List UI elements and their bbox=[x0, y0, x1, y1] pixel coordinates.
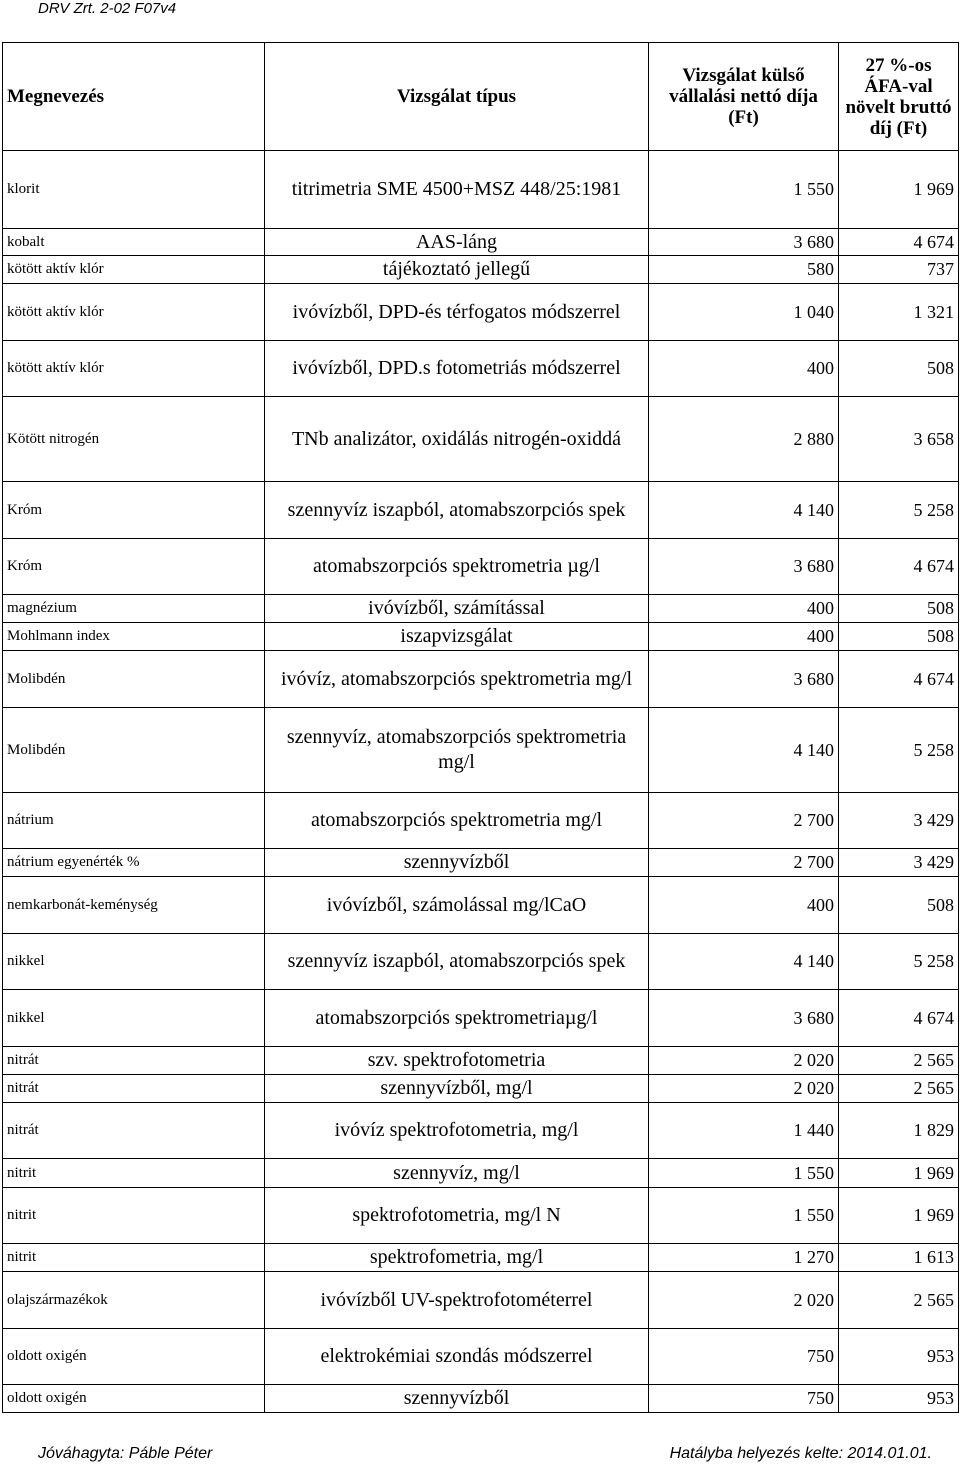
row-gross-fee: 2 565 bbox=[839, 1075, 959, 1103]
row-name: olajszármazékok bbox=[3, 1272, 265, 1329]
row-test-type: ivóvízből, DPD-és térfogatos módszerrel bbox=[265, 284, 649, 341]
row-test-type: spektrofotometria, mg/l N bbox=[265, 1188, 649, 1244]
row-test-type: szv. spektrofotometria bbox=[265, 1047, 649, 1075]
row-gross-fee: 1 613 bbox=[839, 1244, 959, 1272]
row-test-type: szennyvíz iszapból, atomabszorpciós spek bbox=[265, 934, 649, 990]
row-net-fee: 3 680 bbox=[649, 539, 839, 595]
table-row bbox=[3, 849, 959, 877]
table-row bbox=[3, 595, 959, 623]
row-net-fee: 400 bbox=[649, 341, 839, 397]
table-row bbox=[3, 1103, 959, 1159]
table-row bbox=[3, 990, 959, 1047]
row-net-fee: 2 020 bbox=[649, 1047, 839, 1075]
row-name: oldott oxigén bbox=[3, 1329, 265, 1385]
table-row bbox=[3, 341, 959, 397]
row-test-type: atomabszorpciós spektrometria µg/l bbox=[265, 539, 649, 595]
row-net-fee: 400 bbox=[649, 877, 839, 934]
header-net-fee: Vizsgálat külső vállalási nettó díja (Ft) bbox=[649, 43, 839, 151]
table-row bbox=[3, 284, 959, 341]
row-name: nikkel bbox=[3, 990, 265, 1047]
table-row bbox=[3, 1272, 959, 1329]
row-gross-fee: 737 bbox=[839, 256, 959, 284]
table-row bbox=[3, 1244, 959, 1272]
row-net-fee: 580 bbox=[649, 256, 839, 284]
table-row bbox=[3, 1329, 959, 1385]
row-name: kötött aktív klór bbox=[3, 256, 265, 284]
row-net-fee: 1 550 bbox=[649, 1159, 839, 1188]
row-net-fee: 750 bbox=[649, 1385, 839, 1413]
row-test-type: tájékoztató jellegű bbox=[265, 256, 649, 284]
table-row bbox=[3, 151, 959, 229]
row-net-fee: 4 140 bbox=[649, 482, 839, 539]
row-net-fee: 1 270 bbox=[649, 1244, 839, 1272]
row-name: Mohlmann index bbox=[3, 623, 265, 651]
row-net-fee: 1 040 bbox=[649, 284, 839, 341]
price-table bbox=[2, 42, 959, 1413]
row-name: nátrium egyenérték % bbox=[3, 849, 265, 877]
row-gross-fee: 5 258 bbox=[839, 708, 959, 793]
row-net-fee: 1 440 bbox=[649, 1103, 839, 1159]
row-test-type: iszapvizsgálat bbox=[265, 623, 649, 651]
table-row bbox=[3, 1075, 959, 1103]
row-name: Molibdén bbox=[3, 708, 265, 793]
row-net-fee: 400 bbox=[649, 623, 839, 651]
row-test-type: ivóvíz, atomabszorpciós spektrometria mg/l bbox=[265, 651, 649, 708]
row-net-fee: 2 700 bbox=[649, 849, 839, 877]
row-gross-fee: 1 969 bbox=[839, 1188, 959, 1244]
row-gross-fee: 3 429 bbox=[839, 793, 959, 849]
table-row bbox=[3, 1385, 959, 1413]
row-name: nemkarbonát-keménység bbox=[3, 877, 265, 934]
row-gross-fee: 508 bbox=[839, 623, 959, 651]
row-name: nitrit bbox=[3, 1188, 265, 1244]
row-gross-fee: 1 969 bbox=[839, 1159, 959, 1188]
table-row bbox=[3, 651, 959, 708]
row-gross-fee: 1 829 bbox=[839, 1103, 959, 1159]
row-test-type: ivóvíz spektrofotometria, mg/l bbox=[265, 1103, 649, 1159]
row-name: nitrit bbox=[3, 1244, 265, 1272]
row-gross-fee: 953 bbox=[839, 1385, 959, 1413]
table-row bbox=[3, 1188, 959, 1244]
row-test-type: atomabszorpciós spektrometriaµg/l bbox=[265, 990, 649, 1047]
table-row bbox=[3, 539, 959, 595]
row-gross-fee: 4 674 bbox=[839, 539, 959, 595]
row-gross-fee: 1 969 bbox=[839, 151, 959, 229]
row-gross-fee: 1 321 bbox=[839, 284, 959, 341]
row-test-type: atomabszorpciós spektrometria mg/l bbox=[265, 793, 649, 849]
row-name: Kötött nitrogén bbox=[3, 397, 265, 482]
row-gross-fee: 508 bbox=[839, 595, 959, 623]
row-gross-fee: 5 258 bbox=[839, 482, 959, 539]
header-name: Megnevezés bbox=[3, 43, 265, 151]
row-name: Króm bbox=[3, 539, 265, 595]
row-net-fee: 3 680 bbox=[649, 990, 839, 1047]
row-gross-fee: 4 674 bbox=[839, 229, 959, 256]
row-name: magnézium bbox=[3, 595, 265, 623]
table-row bbox=[3, 1159, 959, 1188]
row-test-type: szennyvízből, mg/l bbox=[265, 1075, 649, 1103]
row-name: Molibdén bbox=[3, 651, 265, 708]
row-name: kötött aktív klór bbox=[3, 341, 265, 397]
row-name: nitrát bbox=[3, 1103, 265, 1159]
row-net-fee: 4 140 bbox=[649, 708, 839, 793]
table-header-row bbox=[3, 43, 959, 151]
row-test-type: ivóvízből, számolással mg/lCaO bbox=[265, 877, 649, 934]
row-net-fee: 4 140 bbox=[649, 934, 839, 990]
table-row bbox=[3, 877, 959, 934]
row-test-type: AAS-láng bbox=[265, 229, 649, 256]
row-test-type: elektrokémiai szondás módszerrel bbox=[265, 1329, 649, 1385]
row-gross-fee: 2 565 bbox=[839, 1272, 959, 1329]
row-net-fee: 2 880 bbox=[649, 397, 839, 482]
row-test-type: szennyvízből bbox=[265, 849, 649, 877]
table-body bbox=[3, 151, 959, 1413]
row-test-type: titrimetria SME 4500+MSZ 448/25:1981 bbox=[265, 151, 649, 229]
row-net-fee: 1 550 bbox=[649, 151, 839, 229]
row-test-type: ivóvízből, számítással bbox=[265, 595, 649, 623]
row-net-fee: 750 bbox=[649, 1329, 839, 1385]
row-name: nikkel bbox=[3, 934, 265, 990]
row-gross-fee: 4 674 bbox=[839, 651, 959, 708]
row-gross-fee: 3 658 bbox=[839, 397, 959, 482]
row-name: kötött aktív klór bbox=[3, 284, 265, 341]
row-test-type: ivóvízből, DPD.s fotometriás módszerrel bbox=[265, 341, 649, 397]
row-gross-fee: 508 bbox=[839, 877, 959, 934]
table-row bbox=[3, 482, 959, 539]
row-net-fee: 400 bbox=[649, 595, 839, 623]
table-row bbox=[3, 1047, 959, 1075]
row-name: oldott oxigén bbox=[3, 1385, 265, 1413]
row-net-fee: 3 680 bbox=[649, 229, 839, 256]
row-test-type: szennyvíz iszapból, atomabszorpciós spek bbox=[265, 482, 649, 539]
row-gross-fee: 3 429 bbox=[839, 849, 959, 877]
table-row bbox=[3, 229, 959, 256]
row-test-type: szennyvíz, mg/l bbox=[265, 1159, 649, 1188]
row-test-type: TNb analizátor, oxidálás nitrogén-oxiddá bbox=[265, 397, 649, 482]
row-test-type: szennyvíz, atomabszorpciós spektrometria mg/l bbox=[265, 708, 649, 793]
document-code: DRV Zrt. 2-02 F07v4 bbox=[38, 0, 177, 17]
table-row bbox=[3, 256, 959, 284]
row-name: kobalt bbox=[3, 229, 265, 256]
row-gross-fee: 4 674 bbox=[839, 990, 959, 1047]
row-gross-fee: 2 565 bbox=[839, 1047, 959, 1075]
row-net-fee: 2 020 bbox=[649, 1272, 839, 1329]
table-row bbox=[3, 934, 959, 990]
table-row bbox=[3, 397, 959, 482]
row-name: nitrát bbox=[3, 1075, 265, 1103]
row-gross-fee: 953 bbox=[839, 1329, 959, 1385]
row-name: klorit bbox=[3, 151, 265, 229]
row-net-fee: 3 680 bbox=[649, 651, 839, 708]
row-test-type: spektrofometria, mg/l bbox=[265, 1244, 649, 1272]
table-row bbox=[3, 708, 959, 793]
row-net-fee: 2 020 bbox=[649, 1075, 839, 1103]
row-net-fee: 2 700 bbox=[649, 793, 839, 849]
effective-date: Hatályba helyezés kelte: 2014.01.01. bbox=[669, 1445, 932, 1462]
row-gross-fee: 508 bbox=[839, 341, 959, 397]
row-gross-fee: 5 258 bbox=[839, 934, 959, 990]
table-row bbox=[3, 623, 959, 651]
row-name: nitrit bbox=[3, 1159, 265, 1188]
header-gross-fee: 27 %-os ÁFA-val növelt bruttó díj (Ft) bbox=[839, 43, 959, 151]
row-test-type: ivóvízből UV-spektrofotométerrel bbox=[265, 1272, 649, 1329]
header-test-type: Vizsgálat típus bbox=[265, 43, 649, 151]
approved-by: Jóváhagyta: Páble Péter bbox=[38, 1445, 213, 1462]
row-test-type: szennyvízből bbox=[265, 1385, 649, 1413]
row-name: Króm bbox=[3, 482, 265, 539]
row-name: nitrát bbox=[3, 1047, 265, 1075]
table-row bbox=[3, 793, 959, 849]
row-net-fee: 1 550 bbox=[649, 1188, 839, 1244]
row-name: nátrium bbox=[3, 793, 265, 849]
